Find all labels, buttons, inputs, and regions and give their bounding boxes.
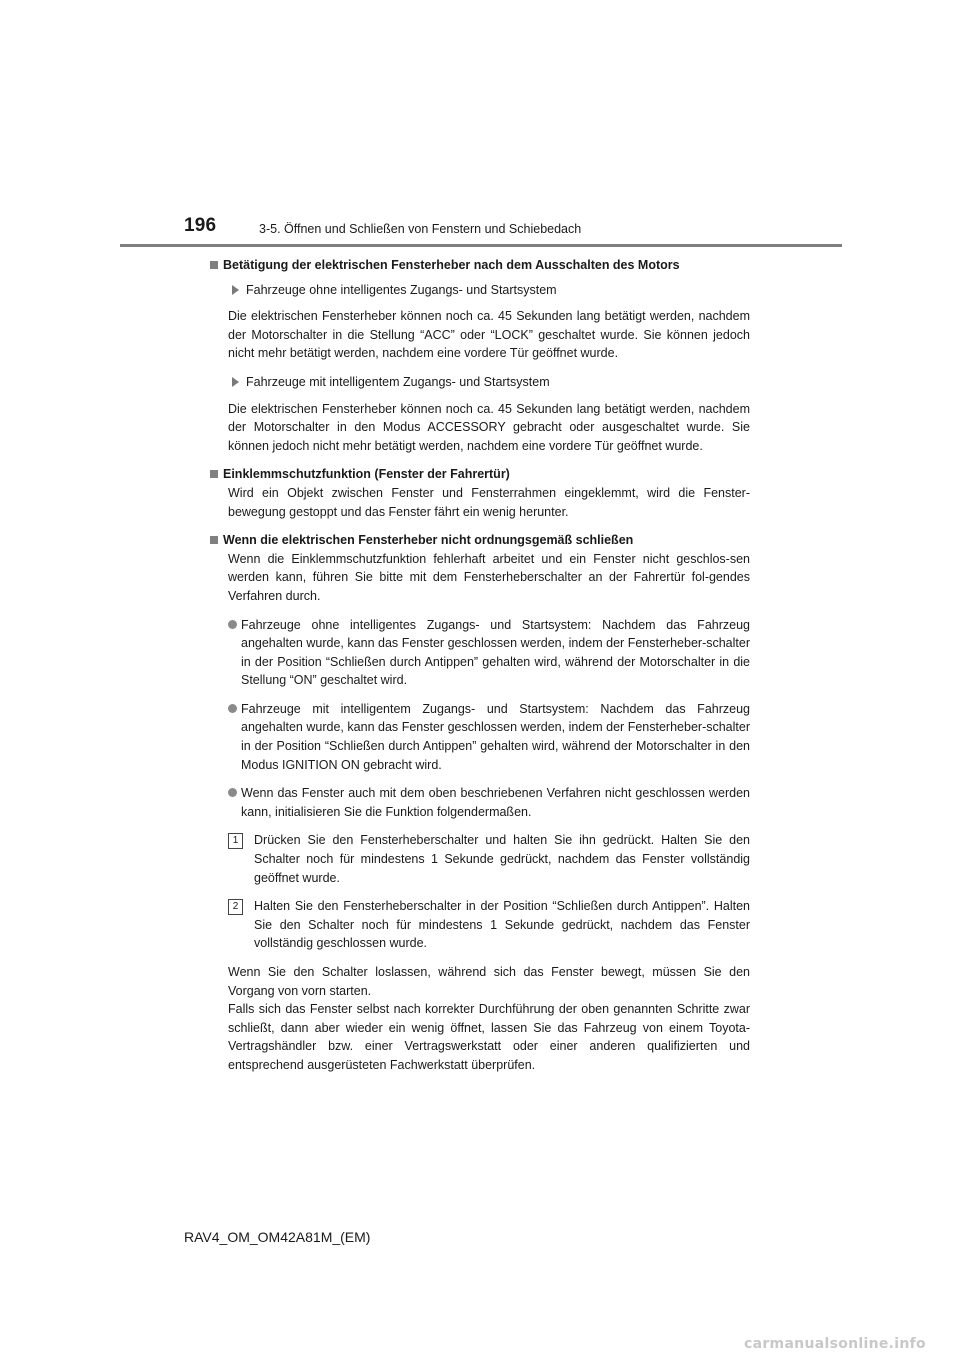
step-text: Halten Sie den Fensterheberschalter in der Position “Schließen durch Antippen”. Halten Sie den Schalter noch für mindestens 1 Sekunde gedrückt, nachdem das Fenster vollständig geschlossen wurde. [254, 899, 750, 951]
circle-bullet-icon [228, 788, 237, 797]
closing-paragraph: Wenn Sie den Schalter loslassen, während sich das Fenster bewegt, müssen Sie den Vorgang von vorn starten. [228, 965, 750, 998]
section-after-engine-off [210, 256, 750, 455]
list-item [228, 616, 750, 690]
square-bullet-icon [210, 536, 218, 544]
list-item [228, 700, 750, 774]
step-number-badge: 2 [228, 899, 243, 915]
closing-paragraph: Falls sich das Fenster selbst nach korrekter Durchführung der oben genannten Schritte zwar schließt, dann aber wieder ein wenig öffnet, lassen Sie das Fahrzeug von einem Toyota-Vertragshändler bzw. einer Vertragswerkstatt oder einer anderen qualifizierten und entsprechend ausgerüsteten Fachwerkstatt überprüfen. [228, 1002, 750, 1072]
list-item-text: Fahrzeuge mit intelligentem Zugangs- und Startsystem: Nachdem das Fahrzeug angehalten wurde, kann das Fenster geschlossen werden, indem der Fensterheber-schalter in der Position “Schließen durch Antippen” gehalten wird, während der Motorschalter in den Modus IGNITION ON gebracht wird. [241, 701, 750, 772]
step-item [228, 831, 750, 887]
paragraph: Wird ein Objekt zwischen Fenster und Fensterrahmen eingeklemmt, wird die Fenster-bewegung gestoppt und das Fenster fährt ein wenig herunter. [228, 485, 750, 519]
square-bullet-icon [210, 261, 218, 269]
section-heading [210, 256, 750, 275]
section-heading [210, 465, 750, 484]
list-item [228, 784, 750, 821]
document-code: RAV4_OM_OM42A81M_(EM) [184, 1229, 371, 1245]
page-header [0, 0, 960, 250]
circle-bullet-icon [228, 620, 237, 629]
list-item-text: Fahrzeuge ohne intelligentes Zugangs- und Startsystem: Nachdem das Fahrzeug angehalten wurde, kann das Fenster geschlossen werden, indem der Fensterheber-schalter in der Position “Schließen durch Antippen” gehalten wird, während der Motorschalter in die Stellung “ON” geschaltet wird. [241, 617, 750, 688]
header-divider [120, 244, 842, 247]
section-heading-text: Betätigung der elektrischen Fensterheber nach dem Ausschalten des Motors [223, 258, 680, 272]
subsection-without-smart-key [228, 281, 750, 300]
paragraph: Die elektrischen Fensterheber können noch ca. 45 Sekunden lang betätigt werden, nachdem der Motorschalter in den Modus ACCESSORY gebracht oder ausgeschaltet wurde. Sie können jedoch nicht mehr betätigt werden, nachdem eine vordere Tür geöffnet wurde. [228, 401, 750, 453]
step-item [228, 897, 750, 953]
watermark: carmanualsonline.info [744, 1336, 926, 1352]
list-item-text: Wenn das Fenster auch mit dem oben beschriebenen Verfahren nicht geschlossen werden kann, initialisieren Sie die Funktion folgendermaßen. [241, 786, 750, 819]
square-bullet-icon [210, 470, 218, 478]
subsection-label: Fahrzeuge mit intelligentem Zugangs- und Startsystem [246, 374, 550, 389]
main-content [210, 256, 750, 1085]
section-jam-protection [210, 465, 750, 521]
subsection-with-smart-key [228, 373, 750, 392]
paragraph: Wenn die Einklemmschutzfunktion fehlerhaft arbeitet und ein Fenster nicht geschlos-sen werden kann, führen Sie bitte mit dem Fensterheberschalter an der Fahrertür fol-gendes Verfahren durch. [228, 551, 750, 603]
section-heading-text: Wenn die elektrischen Fensterheber nicht ordnungsgemäß schließen [223, 533, 634, 548]
page-number: 196 [184, 215, 217, 236]
step-number-badge: 1 [228, 833, 243, 849]
section-heading-text: Einklemmschutzfunktion (Fenster der Fahrertür) [223, 467, 510, 482]
paragraph: Die elektrischen Fensterheber können noch ca. 45 Sekunden lang betätigt werden, nachdem der Motorschalter in die Stellung “ACC” oder “LOCK” geschaltet wurde. Sie können jedoch nicht mehr betätigt werden, nachdem eine vordere Tür geöffnet wurde. [228, 309, 750, 361]
section-title: 3-5. Öffnen und Schließen von Fenstern und Schiebedach [259, 222, 582, 236]
section-not-closing [210, 531, 750, 1074]
triangle-bullet-icon [232, 377, 239, 387]
subsection-label: Fahrzeuge ohne intelligentes Zugangs- und Startsystem [246, 282, 557, 297]
triangle-bullet-icon [232, 285, 239, 295]
circle-bullet-icon [228, 704, 237, 713]
step-text: Drücken Sie den Fensterheberschalter und halten Sie ihn gedrückt. Halten Sie den Schalter noch für mindestens 1 Sekunde gedrückt, nachdem das Fenster vollständig geöffnet wurde. [254, 833, 750, 885]
section-heading [210, 531, 750, 550]
